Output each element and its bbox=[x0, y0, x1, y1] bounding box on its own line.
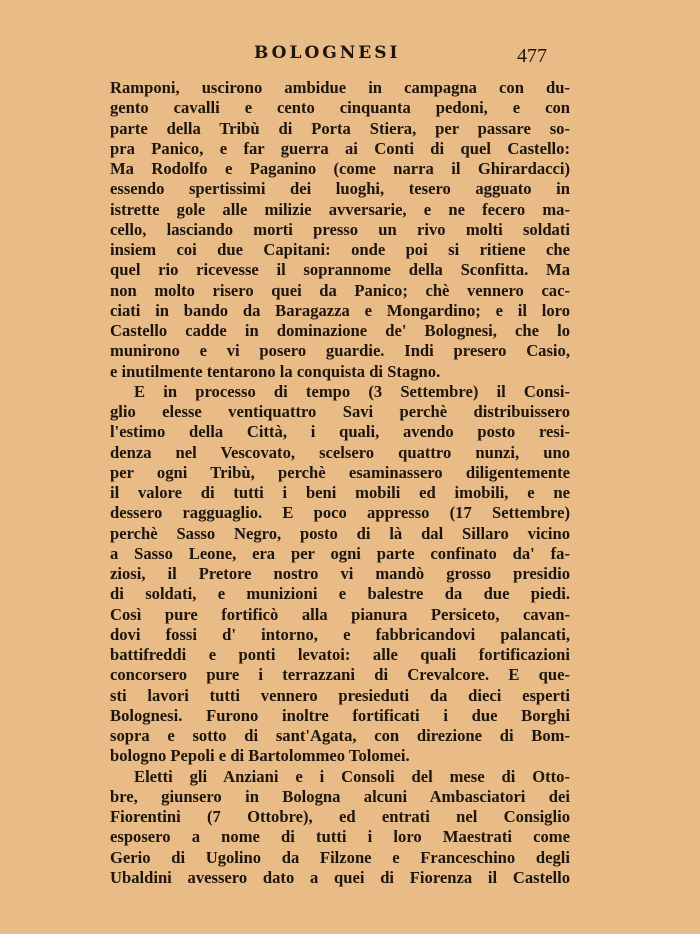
text-line: Fiorentini (7 Ottobre), ed entrati nel Consiglio bbox=[110, 807, 570, 826]
text-line: l'estimo della Città, i quali, avendo posto resi- bbox=[110, 422, 570, 442]
text-line: Castello cadde in dominazione de' Bolognesi, che lo bbox=[110, 321, 570, 340]
text-line: bre, giunsero in Bologna alcuni Ambasciatori dei bbox=[110, 786, 570, 806]
text-line: ziosi, il Pretore nostro vi mandò grosso presidio bbox=[110, 564, 570, 583]
text-line: ciati in bando da Baragazza e Mongardino; e il loro bbox=[110, 300, 570, 320]
text-line: battifreddi e ponti levatoi: alle quali fortificazioni bbox=[110, 645, 570, 664]
text-line: bologno Pepoli e di Bartolommeo Tolomei. bbox=[110, 746, 410, 766]
text-line: munirono e vi posero guardie. Indi presero Casio, bbox=[110, 341, 570, 361]
text-line: essendo spertissimi dei luoghi, tesero agguato in bbox=[110, 179, 570, 199]
text-line: non molto risero quei da Panico; chè vennero cac- bbox=[110, 280, 570, 300]
text-line: pra Panico, e far guerra ai Conti di quel Castello: bbox=[110, 138, 570, 158]
text-line: gento cavalli e cento cinquanta pedoni, e con bbox=[110, 98, 570, 118]
text-line: E in processo di tempo (3 Settembre) il Consi- bbox=[134, 381, 570, 401]
body-text bbox=[110, 78, 570, 888]
text-line: denza nel Vescovato, scelsero quattro nunzi, uno bbox=[110, 442, 570, 462]
text-line: dovi fossi d' intorno, e fabbricandovi palancati, bbox=[110, 624, 570, 644]
text-line: istrette gole alle milizie avversarie, e ne fecero ma- bbox=[110, 199, 570, 219]
text-line: a Sasso Leone, era per ogni parte confinato da' fa- bbox=[110, 543, 570, 563]
text-line: il valore di tutti i beni mobili ed imobili, e ne bbox=[110, 483, 570, 502]
text-line: sti lavori tutti vennero presieduti da dieci esperti bbox=[110, 685, 570, 705]
text-line: dessero ragguaglio. E poco appresso (17 Settembre) bbox=[110, 503, 570, 523]
text-line: Ramponi, uscirono ambidue in campagna con du- bbox=[110, 78, 570, 97]
text-line: Bolognesi. Furono inoltre fortificati i due Borghi bbox=[110, 705, 570, 725]
page-number: 477 bbox=[517, 45, 547, 67]
text-line: Ma Rodolfo e Paganino (come narra il Ghirardacci) bbox=[110, 159, 570, 178]
text-line: concorsero pure i terrazzani di Crevalcore. E que- bbox=[110, 665, 570, 685]
text-line: di soldati, e munizioni e balestre da due piedi. bbox=[110, 584, 570, 604]
text-line: esposero a nome di tutti i loro Maestrati come bbox=[110, 827, 570, 847]
text-line: per ogni Tribù, perchè esaminassero diligentemente bbox=[110, 462, 570, 482]
text-line: quel rio ricevesse il soprannome della Sconfitta. Ma bbox=[110, 260, 570, 280]
text-line: Gerio di Ugolino da Filzone e Franceschino degli bbox=[110, 847, 570, 867]
text-line: perchè Sasso Negro, posto di là dal Sillaro vicino bbox=[110, 523, 570, 543]
text-line: e inutilmente tentarono la conquista di Stagno. bbox=[110, 361, 441, 381]
text-line: parte della Tribù di Porta Stiera, per passare so- bbox=[110, 118, 570, 138]
running-header: BOLOGNESI bbox=[254, 43, 401, 63]
text-line: insiem coi due Capitani: onde poi si ritiene che bbox=[110, 240, 570, 259]
text-line: Così pure fortificò alla pianura Persiceto, cavan- bbox=[110, 604, 570, 624]
text-line: Eletti gli Anziani e i Consoli del mese di Otto- bbox=[134, 766, 570, 786]
text-line: glio elesse ventiquattro Savi perchè distribuissero bbox=[110, 402, 570, 421]
text-line: sopra e sotto di sant'Agata, con direzione di Bom- bbox=[110, 726, 570, 745]
text-line: Ubaldini avessero dato a quei di Fiorenza il Castello bbox=[110, 867, 570, 887]
text-line: cello, lasciando morti presso un rivo molti soldati bbox=[110, 219, 570, 239]
